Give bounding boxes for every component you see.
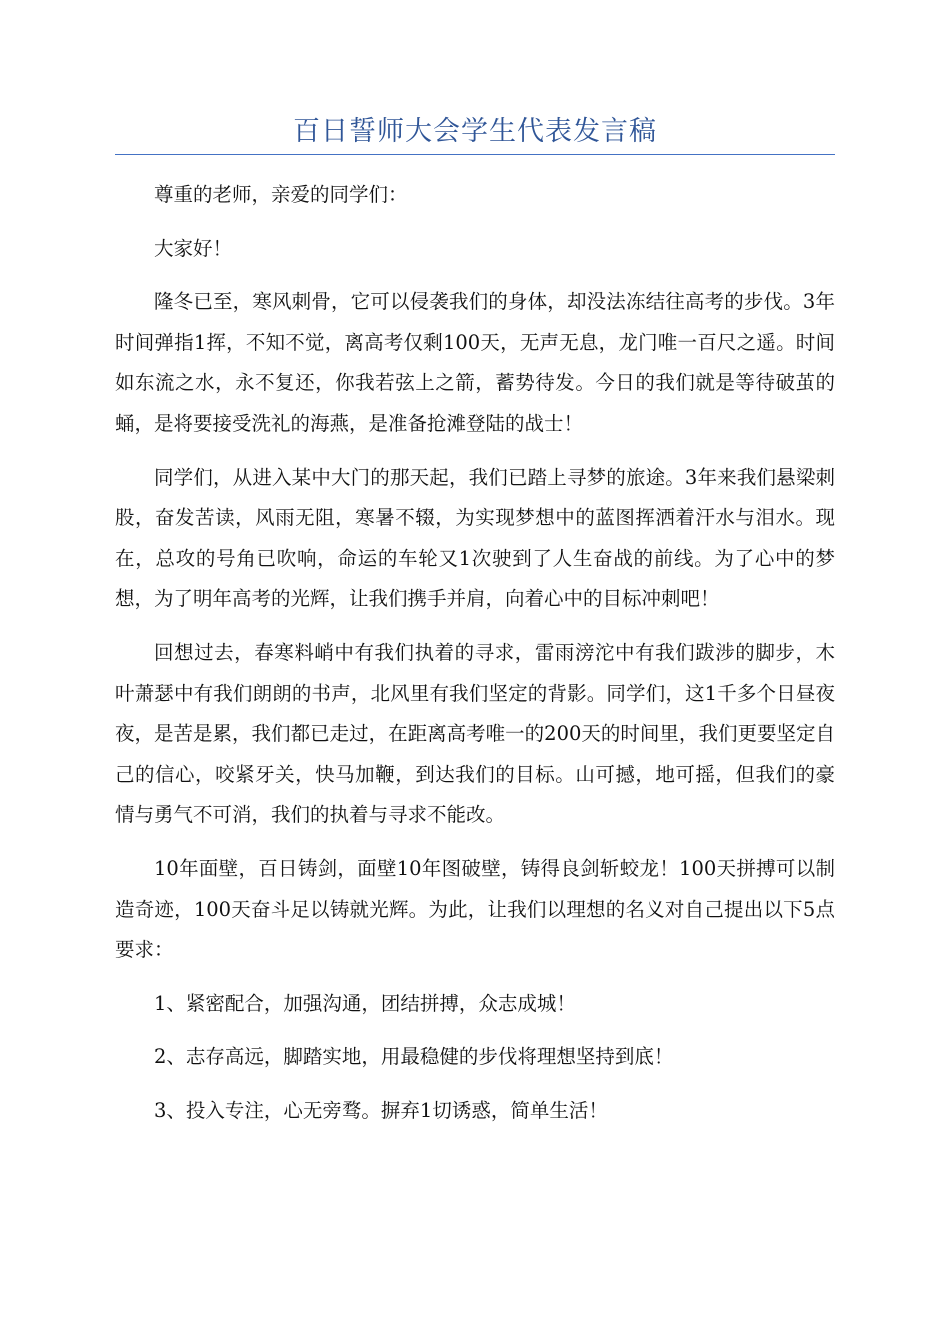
paragraph: 同学们，从进入某中大门的那天起，我们已踏上寻梦的旅途。3年来我们悬梁刺股，奋发苦读，风雨无阻，寒暑不辍，为实现梦想中的蓝图挥洒着汗水与泪水。现在，总攻的号角已吹响，命运的车轮又1次驶到了人生奋战的前线。为了心中的梦想，为了明年高考的光辉，让我们携手并肩，向着心中的目标冲刺吧！ [115,465,835,611]
document-title: 百日誓师大会学生代表发言稿 [293,116,657,147]
list-item: 2、志存高远，脚踏实地，用最稳健的步伐将理想坚持到底！ [154,1045,674,1069]
document-body [115,175,835,1131]
salutation: 尊重的老师，亲爱的同学们： [154,183,408,206]
paragraph: 隆冬已至，寒风刺骨，它可以侵袭我们的身体，却没法冻结往高考的步伐。3年时间弹指1挥，不知不觉，离高考仅剩100天，无声无息，龙门唯一百尺之遥。时间如东流之水，永不复还，你我若弦上之箭，蓄势待发。今日的我们就是等待破茧的蛹，是将要接受洗礼的海燕，是准备抢滩登陆的战士！ [115,290,835,435]
greeting: 大家好！ [154,236,233,260]
title-underline [115,154,835,155]
list-item: 3、投入专注，心无旁骛。摒弃1切诱惑，简单生活！ [154,1098,608,1122]
paragraph: 10年面壁，百日铸剑，面壁10年图破壁，铸得良剑斩蛟龙！100天拼搏可以制造奇迹，100天奋斗足以铸就光辉。为此，让我们以理想的名义对自己提出以下5点要求： [115,856,835,962]
list-item: 1、紧密配合，加强沟通，团结拼搏，众志成城！ [154,991,576,1015]
paragraph: 回想过去，春寒料峭中有我们执着的寻求，雷雨滂沱中有我们跋涉的脚步，木叶萧瑟中有我们朗朗的书声，北风里有我们坚定的背影。同学们，这1千多个日昼夜夜，是苦是累，我们都已走过，在距离高考唯一的200天的时间里，我们更要坚定自己的信心，咬紧牙关，快马加鞭，到达我们的目标。山可撼，地可摇，但我们的豪情与勇气不可消，我们的执着与寻求不能改。 [115,640,835,827]
